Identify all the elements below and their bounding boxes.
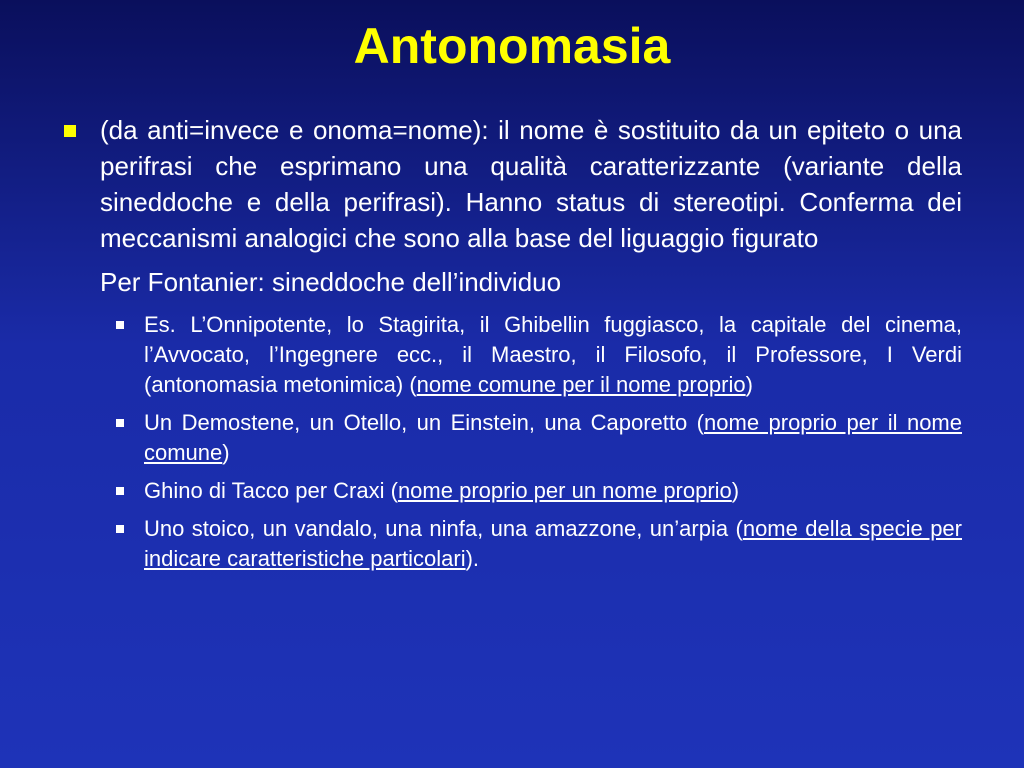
square-bullet-icon <box>116 321 124 329</box>
square-bullet-icon <box>116 525 124 533</box>
main-bullet-item <box>62 112 962 256</box>
square-bullet-icon <box>116 487 124 495</box>
sub-bullet-item <box>62 514 962 574</box>
sub-bullet-closing: ) <box>222 440 230 465</box>
sub-bullet-list <box>62 310 962 574</box>
sub-bullet-closing: ) <box>745 372 753 397</box>
sub-bullet-text: Es. L’Onnipotente, lo Stagirita, il Ghibellin fuggiasco, la capitale del cinema, l’Avvocato, l’Ingegnere ecc., il Maestro, il Filosofo, il Professore, I Verdi (antonomasia metonimica) ( <box>144 312 962 397</box>
underlined-explanation: nome proprio per un nome proprio <box>397 478 732 503</box>
sub-bullet-text: Un Demostene, un Otello, un Einstein, una Caporetto ( <box>144 410 705 435</box>
square-bullet-icon <box>116 419 124 427</box>
subheading: Per Fontanier: sineddoche dell’individuo <box>100 267 562 297</box>
sub-bullet-item <box>62 408 962 468</box>
sub-bullet-text: Ghino di Tacco per Craxi ( <box>144 478 398 503</box>
underlined-explanation: nome proprio per il nome comune <box>144 410 962 465</box>
sub-bullet-text: Uno stoico, un vandalo, una ninfa, una amazzone, un’arpia ( <box>144 516 743 541</box>
sub-bullet-closing: ) <box>731 478 740 503</box>
underlined-explanation: nome della specie per indicare caratteristiche particolari <box>144 516 962 571</box>
square-bullet-icon <box>64 125 76 137</box>
sub-bullet-closing: ). <box>465 546 480 571</box>
main-bullet-text: (da anti=invece e onoma=nome): il nome è sostituito da un epiteto o una perifrasi che esprimano una qualità caratterizzante (variante della sineddoche e della perifrasi). Hanno status di stereotipi. Conferma dei meccanismi analogici che sono alla base del liguaggio figurato <box>100 115 962 253</box>
sub-bullet-item <box>62 310 962 400</box>
sub-bullet-item <box>62 476 962 506</box>
slide-title: Antonomasia <box>353 18 671 74</box>
underlined-explanation: nome comune per il nome proprio <box>416 372 746 397</box>
slide-body <box>62 112 962 582</box>
